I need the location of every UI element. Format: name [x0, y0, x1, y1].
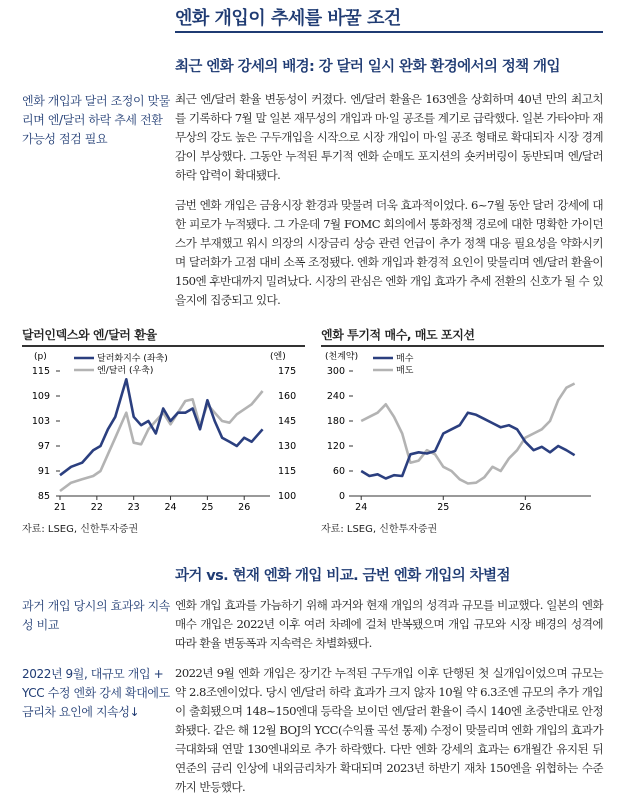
chart1-y-right-tick: 160 — [278, 391, 297, 402]
chart1-series-yen-dollar — [60, 391, 263, 491]
chart1-y-right-tick: 100 — [278, 491, 297, 502]
chart2-y-ticks — [327, 366, 345, 502]
chart1-x-tick: 26 — [238, 502, 251, 513]
chart1-y-left-tick: 97 — [37, 441, 50, 452]
chart1-y-left-ticks — [32, 366, 50, 502]
legend-short: 매도 — [396, 366, 414, 376]
chart1-gridlines — [56, 371, 60, 496]
chart2-series — [361, 384, 574, 484]
chart1-source: 자료: LSEG, 신한투자증권 — [22, 524, 139, 535]
chart2-x-tick: 24 — [355, 502, 368, 513]
chart2-y-tick: 0 — [338, 491, 345, 502]
section2-paragraph-1: 엔화 개입 효과를 가늠하기 위해 과거와 현재 개입의 성격과 규모를 비교했다. 일본의 엔화 매수 개입은 2022년 이후 여러 차례에 걸쳐 반복됐으며 개입 규모와 시장 배경의 성격에 따라 환율 변동폭과 지속력은 차별화됐다. — [175, 598, 603, 650]
chart2-y-tick: 120 — [326, 441, 345, 452]
chart2-legend — [373, 352, 414, 376]
chart2-unit-left: (천계약) — [325, 352, 359, 362]
section2-side-note-1: 과거 개입 당시의 효과와 지속성 비교 — [22, 599, 170, 632]
section2-side-note-2: 2022년 9월, 대규모 개입 + YCC 수정 엔화 강세 확대에도 금리차 요인에 지속성↓ — [22, 667, 170, 719]
chart1-series-dollar-index — [60, 379, 263, 475]
legend-yen-dollar: 엔/달러 (우축) — [97, 366, 154, 376]
page-title: 엔화 개입이 추세를 바꿀 조건 — [175, 8, 401, 29]
chart1-title: 달러인덱스와 엔/달러 환율 — [22, 328, 157, 342]
chart1-y-right-tick: 175 — [278, 366, 297, 377]
chart1-unit-right: (엔) — [270, 352, 286, 362]
chart1-x-tick: 23 — [127, 502, 140, 513]
chart2-gridlines — [349, 371, 353, 496]
chart2-title: 엔화 투기적 매수, 매도 포지션 — [321, 328, 475, 342]
chart1-x-tick: 24 — [164, 502, 177, 513]
chart2-y-tick: 60 — [332, 466, 345, 477]
legend-long: 매수 — [396, 354, 414, 364]
section1-title: 최근 엔화 강세의 배경: 강 달러 일시 완화 환경에서의 정책 개입 — [175, 59, 560, 75]
chart1-svg — [22, 350, 305, 515]
chart1-y-right-tick: 115 — [278, 466, 297, 477]
section1-side-note: 엔화 개입과 달러 조정이 맞물리며 엔/달러 하락 추세 전환 가능성 점검 필요 — [22, 94, 170, 146]
chart2-x-ticks — [355, 496, 531, 513]
chart1-y-left-tick: 109 — [31, 391, 50, 402]
title-divider — [175, 31, 603, 33]
chart2-source: 자료: LSEG, 신한투자증권 — [321, 524, 438, 535]
chart1-unit-left: (p) — [34, 352, 47, 362]
section2-paragraph-2: 2022년 9월 엔화 개입은 장기간 누적된 구두개입 이후 단행된 첫 실개입이었으며 규모는 약 2.8조엔이었다. 당시 엔/달러 하락 효과가 크지 않자 10월 약 6.3조엔 규모의 추가 개입이 출회됐으며 148~150엔대 등락을 보이던 엔/달러 환율이 즉시 140엔 초중반대로 안정화됐다. 같은 해 12월 BOJ의 YCC(수익률 곡선 통제) 수정이 맞물리며 엔화 개입의 효과가 극대화돼 연말 130엔내외로 추가 하락했다. 다만 엔화 강세의 효과는 6개월간 유지된 뒤 연준의 금리 인상에 내외금리차가 확대되며 2023년 하반기 재차 150엔을 위협하는 수준까지 반등했다. — [175, 666, 603, 794]
chart1-y-left-tick: 85 — [37, 491, 50, 502]
chart1-y-left-tick: 91 — [37, 466, 50, 477]
chart2-y-tick: 240 — [326, 391, 345, 402]
chart2-series-long — [361, 413, 574, 479]
chart1-legend — [74, 352, 168, 376]
chart2-y-tick: 180 — [326, 416, 345, 427]
section1-paragraph-2: 금번 엔화 개입은 금융시장 환경과 맞물려 더욱 효과적이었다. 6~7월 동안 달러 강세에 대한 피로가 누적됐다. 그 가운데 7월 FOMC 회의에서 통화정책 경로에 대한 명확한 가이던스가 부재했고 워시 의장의 시장금리 상승 관련 언급이 추가 정책 대응 필요성을 약화시키며 달러화가 고점 대비 소폭 조정됐다. 엔화 개입과 환경적 요인이 맞물리며 엔/달러 환율이 150엔 후반대까지 밀려났다. 시장의 관심은 엔화 개입 효과가 추세 전환의 신호가 될 수 있을지에 집중되고 있다. — [175, 198, 603, 307]
chart1-y-left-tick: 103 — [31, 416, 50, 427]
section2-title: 과거 vs. 현재 엔화 개입 비교. 금번 엔화 개입의 차별점 — [175, 568, 510, 584]
chart1-x-ticks — [54, 496, 250, 513]
chart1-y-right-tick: 130 — [278, 441, 297, 452]
legend-dollar-index: 달러화지수 (좌축) — [97, 354, 168, 364]
chart1-series — [60, 379, 263, 491]
chart1-y-right-ticks — [278, 366, 296, 502]
chart2-x-tick: 26 — [519, 502, 532, 513]
chart1-y-left-tick: 115 — [31, 366, 50, 377]
chart2-title-rule — [321, 345, 604, 347]
chart2-y-tick: 300 — [326, 366, 345, 377]
chart2-svg — [321, 350, 604, 515]
chart1-title-rule — [22, 345, 305, 347]
chart1-x-tick: 21 — [53, 502, 67, 513]
chart1-y-right-tick: 145 — [278, 416, 297, 427]
chart1-x-tick: 25 — [201, 502, 214, 513]
section1-paragraph-1: 최근 엔/달러 환율 변동성이 커졌다. 엔/달러 환율은 163엔을 상회하며 40년 만의 최고치를 기록하다 7월 말 일본 재무성의 개입과 마·일 공조를 계기로 급락했다. 일본 가타야마 재무상의 강도 높은 구두개입을 시작으로 시장 개입이 마·일 공조 형태로 확대되자 시장 경계감이 부상했다. 그동안 누적된 투기적 엔화 순매도 포지션의 숏커버링이 동반되며 엔/달러 하락 압력이 확대됐다. — [175, 92, 603, 182]
chart2-x-tick: 25 — [437, 502, 450, 513]
chart2-series-short — [361, 384, 574, 484]
chart1-x-tick: 22 — [90, 502, 103, 513]
